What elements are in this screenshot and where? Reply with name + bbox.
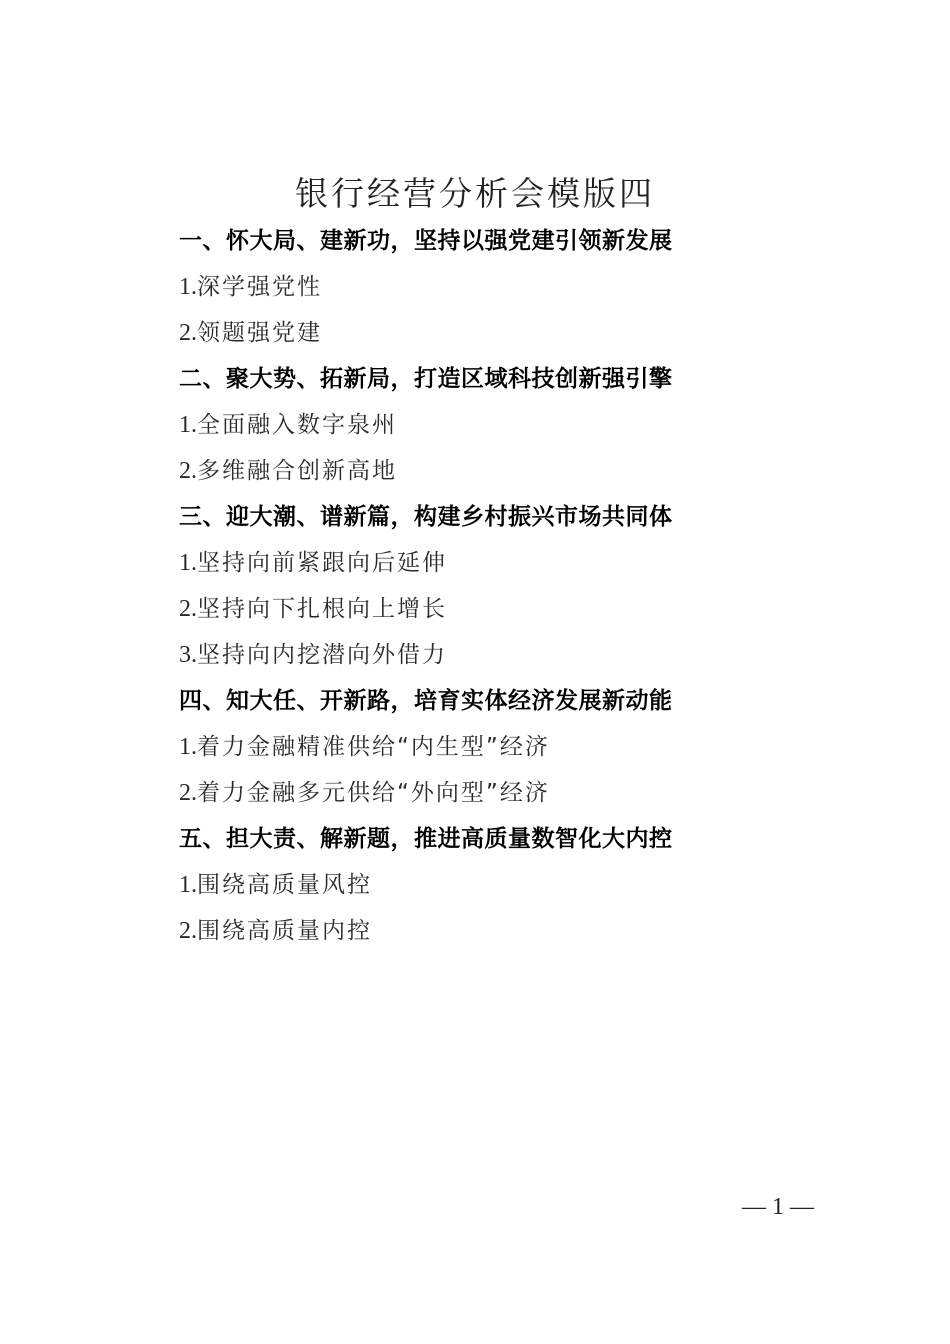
item-number: 3. [179,642,197,668]
section-heading: 三、迎大潮、谱新篇，构建乡村振兴市场共同体 [179,504,673,530]
section-heading: 一、怀大局、建新功，坚持以强党建引领新发展 [179,228,673,254]
item-text: 全面融入数字泉州 [197,412,397,438]
item-number: 1. [179,274,197,300]
item-text: 多维融合创新高地 [197,458,397,484]
list-item [179,724,799,770]
list-item [179,586,799,632]
item-text: 围绕高质量内控 [197,918,372,944]
list-item [179,908,799,954]
document-title: 银行经营分析会模版四 [295,174,655,213]
page-number: — 1 — [742,1194,814,1220]
list-item [179,862,799,908]
item-number: 2. [179,458,197,484]
item-text: 坚持向内挖潜向外借力 [197,642,447,668]
item-text: 着力金融多元供给“外向型”经济 [197,780,550,806]
list-item [179,540,799,586]
item-number: 2. [179,320,197,346]
list-item [179,770,799,816]
item-number: 2. [179,596,197,622]
item-text: 围绕高质量风控 [197,872,372,898]
item-number: 1. [179,872,197,898]
item-number: 1. [179,550,197,576]
item-number: 1. [179,734,197,760]
list-item [179,264,799,310]
item-text: 坚持向前紧跟向后延伸 [197,550,447,576]
section-heading: 五、担大责、解新题，推进高质量数智化大内控 [179,826,673,852]
item-text: 着力金融精准供给“内生型”经济 [197,734,550,760]
item-text: 坚持向下扎根向上增长 [197,596,447,622]
item-number: 1. [179,412,197,438]
item-text: 领题强党建 [197,320,322,346]
list-item [179,632,799,678]
section-heading: 四、知大任、开新路，培育实体经济发展新动能 [179,688,673,714]
list-item [179,402,799,448]
item-number: 2. [179,918,197,944]
item-text: 深学强党性 [197,274,322,300]
section-heading: 二、聚大势、拓新局，打造区域科技创新强引擎 [179,366,673,392]
list-item [179,310,799,356]
item-number: 2. [179,780,197,806]
outline [179,218,799,954]
list-item [179,448,799,494]
